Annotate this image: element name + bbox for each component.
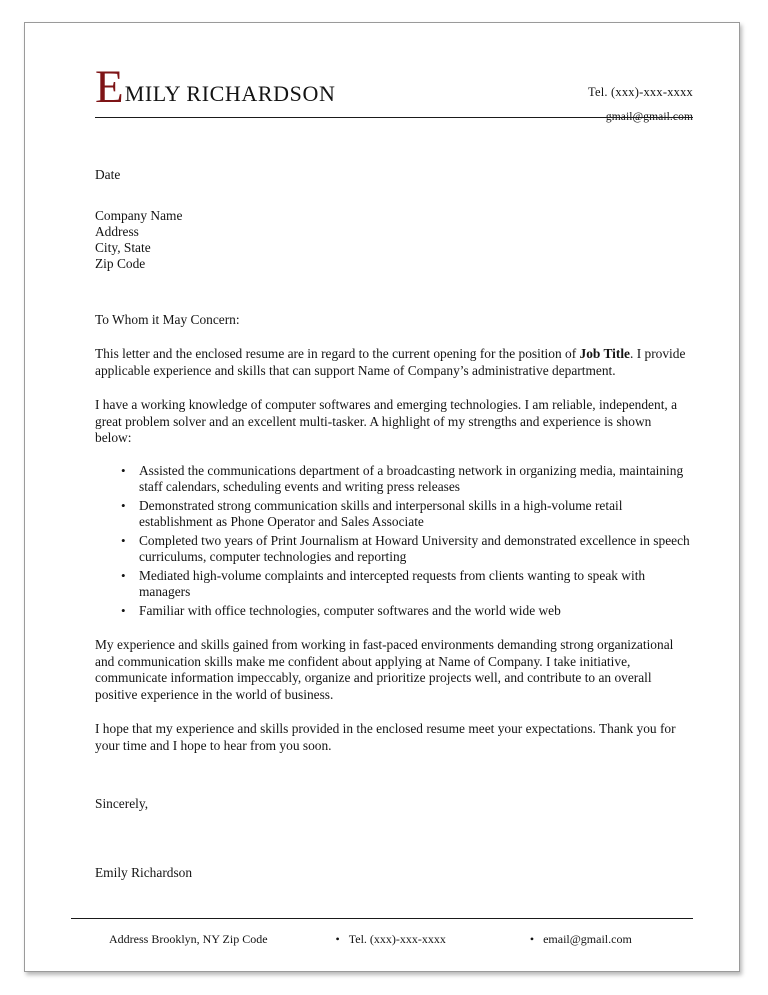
- list-item: • Completed two years of Print Journalism at Howard University and demonstrated excellence in speech curriculums, computer technologies and reporting: [139, 533, 691, 566]
- highlights-list: [95, 463, 691, 620]
- footer-address: Address Brooklyn, NY Zip Code: [109, 931, 268, 946]
- paragraph-1-text-a: This letter and the enclosed resume are in regard to the current opening for the position of: [95, 346, 580, 361]
- list-item: • Assisted the communications department of a broadcasting network in organizing media, maintaining staff calendars, scheduling events and writing press releases: [139, 463, 691, 496]
- recipient-address: Address: [95, 223, 139, 239]
- paragraph-3: My experience and skills gained from working in fast-paced environments demanding strong organizational and communication skills make me confident about applying at Name of Company. I take initiative, communicate information impeccably, organize and prioritize projects well, and contribute to an overall positive experience in the world of business.: [95, 637, 674, 702]
- header-divider: [95, 117, 693, 118]
- signature-name: Emily Richardson: [95, 864, 193, 880]
- letter-body: [71, 167, 693, 881]
- footer-email: email@gmail.com: [543, 931, 632, 946]
- paragraph-1: [95, 346, 691, 379]
- list-item: • Demonstrated strong communication skills and interpersonal skills in a high-volume retail establishment as Phone Operator and Sales Associate: [139, 498, 691, 531]
- closing: Sincerely,: [95, 796, 149, 811]
- recipient-block: [95, 208, 691, 272]
- letter-content: [71, 49, 693, 951]
- paragraph-2: I have a working knowledge of computer softwares and emerging technologies. I am reliable, independent, a great problem solver and an excellent multi-tasker. A highlight of my strengths and experience is shown below:: [95, 397, 678, 445]
- date-field: Date: [95, 167, 121, 182]
- sender-email: gmail@gmail.com: [605, 111, 693, 123]
- bullet-separator-icon: •: [335, 932, 340, 946]
- letter-footer: [71, 927, 693, 951]
- paragraph-4: I hope that my experience and skills provided in the enclosed resume meet your expectations. Thank you for your time and I hope to hear from you soon.: [95, 721, 676, 753]
- footer-phone-group: [336, 932, 446, 947]
- sender-phone: Tel. (xxx)-xxx-xxxx: [588, 85, 693, 99]
- recipient-company: Company Name: [95, 207, 183, 223]
- name-text: MILY RICHARDSON: [124, 81, 336, 106]
- letter-header: [71, 49, 693, 135]
- footer-divider: [71, 918, 693, 919]
- letter-sheet: [24, 22, 740, 972]
- bullet-separator-icon: •: [529, 932, 535, 946]
- paragraph-1-text-b: . I provide applicable experience and skills that can support Name of Company’s administrative department.: [95, 346, 686, 378]
- salutation: To Whom it May Concern:: [95, 311, 240, 327]
- name-drop-cap: E: [95, 61, 124, 113]
- list-item: • Mediated high-volume complaints and intercepted requests from clients wanting to speak with managers: [139, 568, 691, 601]
- footer-phone: Tel. (xxx)-xxx-xxxx: [348, 931, 446, 946]
- job-title-placeholder: Job Title: [579, 346, 630, 361]
- list-item: • Familiar with office technologies, computer softwares and the world wide web: [139, 603, 691, 620]
- recipient-zip: Zip Code: [95, 255, 146, 271]
- sender-name: [95, 61, 336, 113]
- footer-email-group: [530, 932, 632, 947]
- recipient-city-state: City, State: [95, 239, 151, 255]
